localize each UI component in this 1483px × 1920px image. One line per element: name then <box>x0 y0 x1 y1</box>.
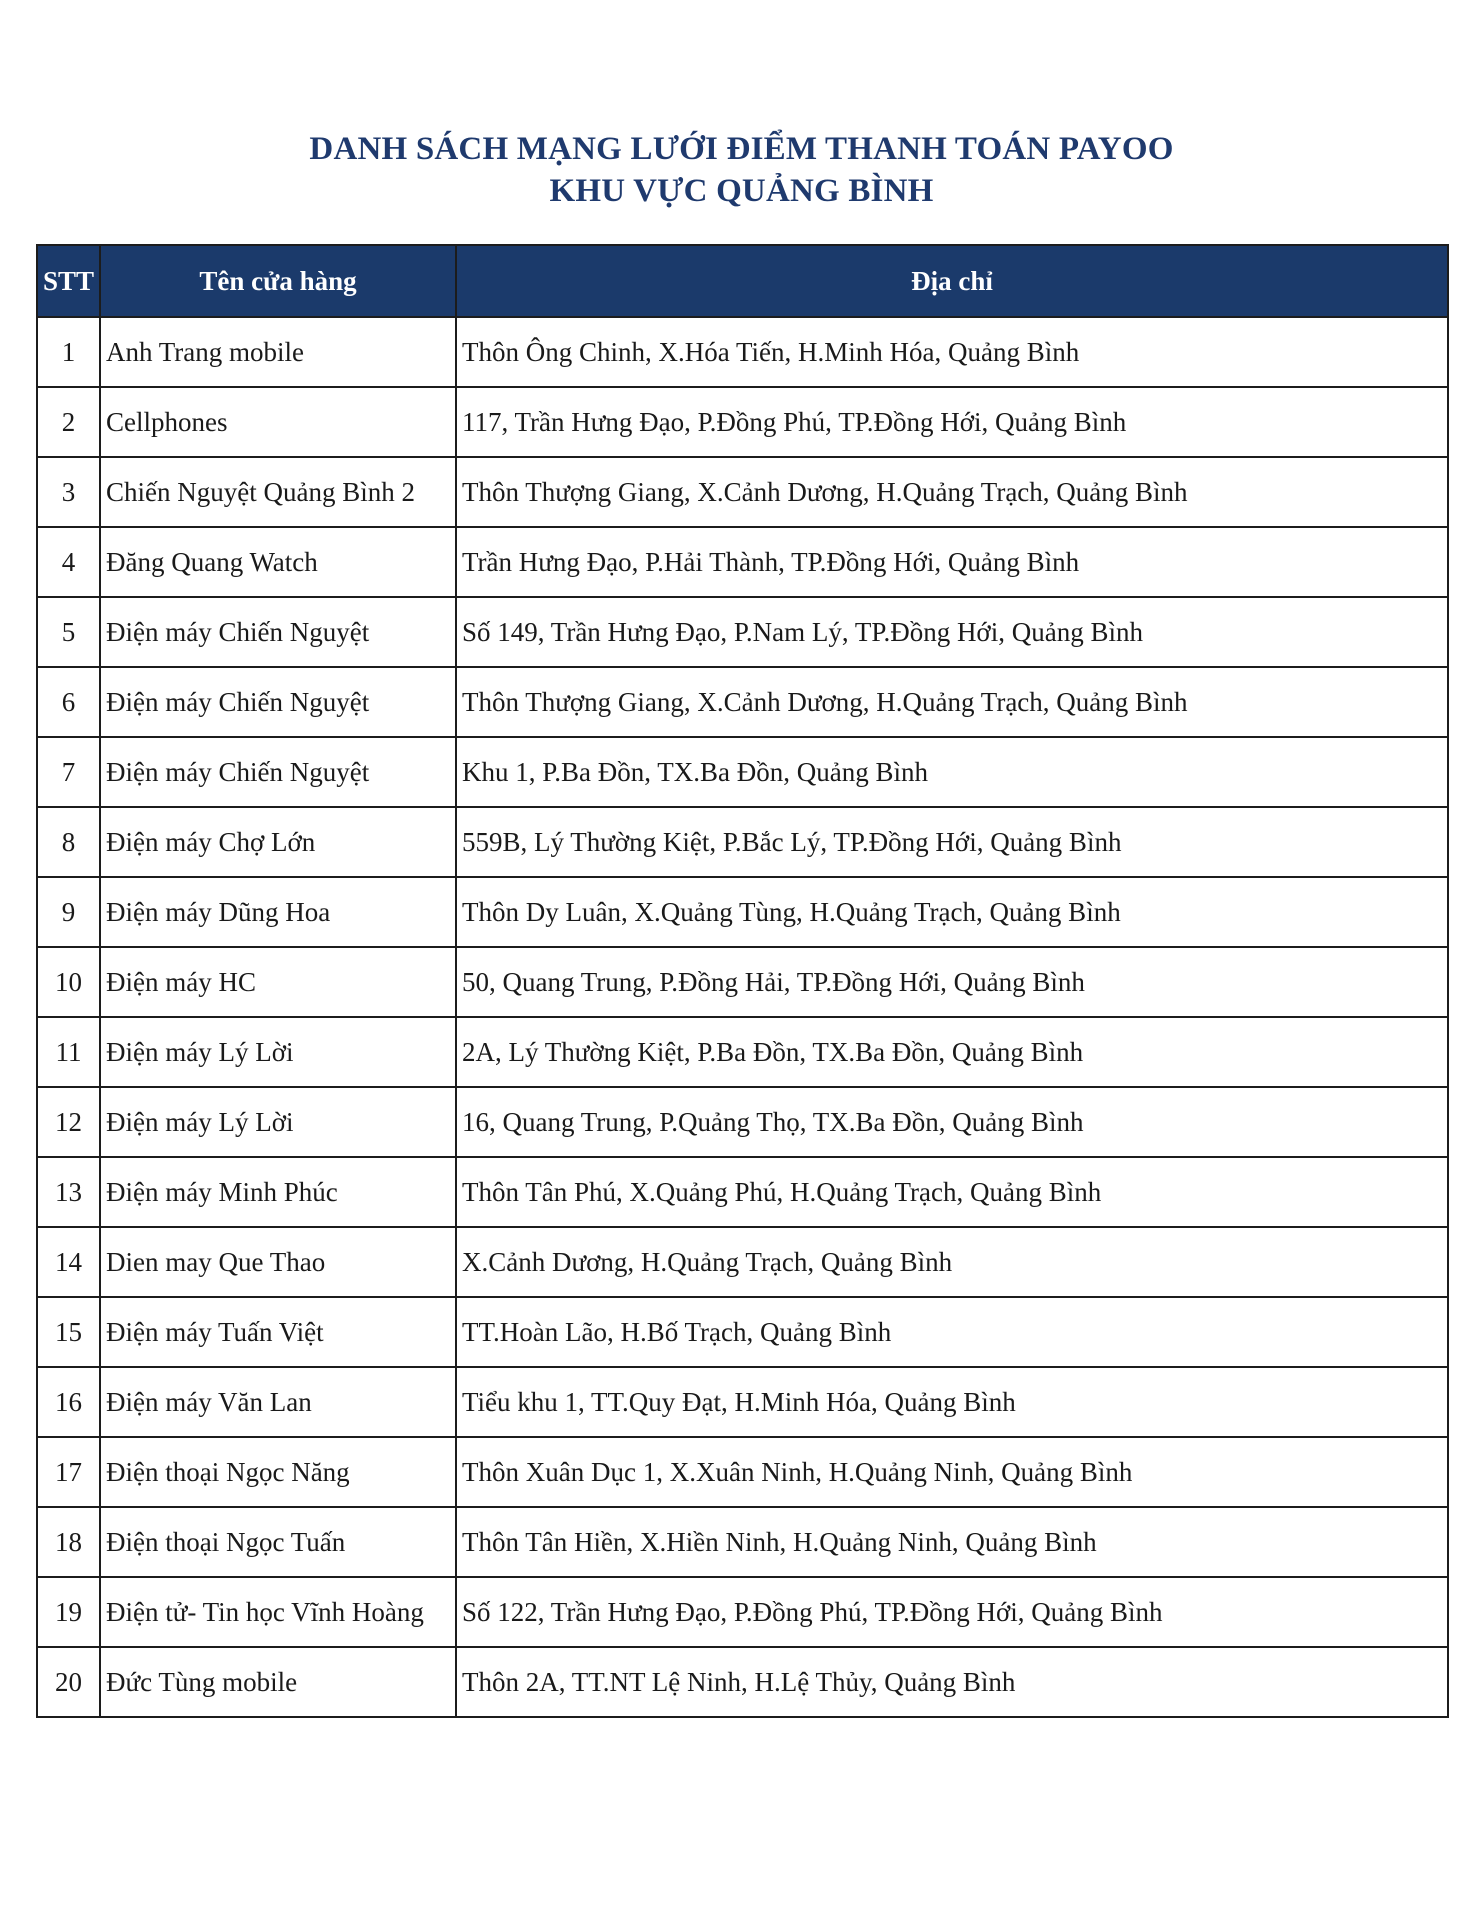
row-stt: 18 <box>37 1507 100 1577</box>
title-line-1: DANH SÁCH MẠNG LƯỚI ĐIỂM THANH TOÁN PAYOO <box>309 131 1174 167</box>
row-address: Thôn Dy Luân, X.Quảng Tùng, H.Quảng Trạch, Quảng Bình <box>456 877 1448 947</box>
row-address: Thôn Thượng Giang, X.Cảnh Dương, H.Quảng Trạch, Quảng Bình <box>456 667 1448 737</box>
table-row <box>37 1157 1448 1227</box>
row-store-name: Cellphones <box>100 387 456 457</box>
row-address: 117, Trần Hưng Đạo, P.Đồng Phú, TP.Đồng Hới, Quảng Bình <box>456 387 1448 457</box>
row-store-name: Điện máy Minh Phúc <box>100 1157 456 1227</box>
row-store-name: Điện máy Văn Lan <box>100 1367 456 1437</box>
table-row <box>37 1227 1448 1297</box>
row-store-name: Đăng Quang Watch <box>100 527 456 597</box>
row-stt: 7 <box>37 737 100 807</box>
table-row <box>37 1367 1448 1437</box>
row-stt: 15 <box>37 1297 100 1367</box>
header-stt: STT <box>37 245 100 317</box>
row-address: Khu 1, P.Ba Đồn, TX.Ba Đồn, Quảng Bình <box>456 737 1448 807</box>
row-stt: 8 <box>37 807 100 877</box>
row-address: 16, Quang Trung, P.Quảng Thọ, TX.Ba Đồn, Quảng Bình <box>456 1087 1448 1157</box>
row-store-name: Điện máy Tuấn Việt <box>100 1297 456 1367</box>
row-stt: 12 <box>37 1087 100 1157</box>
table-row <box>37 387 1448 457</box>
row-address: Thôn Tân Phú, X.Quảng Phú, H.Quảng Trạch, Quảng Bình <box>456 1157 1448 1227</box>
row-address: Thôn Xuân Dục 1, X.Xuân Ninh, H.Quảng Ninh, Quảng Bình <box>456 1437 1448 1507</box>
row-stt: 1 <box>37 317 100 387</box>
row-address: Thôn Tân Hiền, X.Hiền Ninh, H.Quảng Ninh, Quảng Bình <box>456 1507 1448 1577</box>
row-stt: 9 <box>37 877 100 947</box>
table-header-row <box>37 245 1448 317</box>
row-address: X.Cảnh Dương, H.Quảng Trạch, Quảng Bình <box>456 1227 1448 1297</box>
row-store-name: Điện máy Chợ Lớn <box>100 807 456 877</box>
row-stt: 13 <box>37 1157 100 1227</box>
row-store-name: Điện máy Chiến Nguyệt <box>100 737 456 807</box>
header-store-name: Tên cửa hàng <box>100 245 456 317</box>
row-stt: 4 <box>37 527 100 597</box>
row-stt: 10 <box>37 947 100 1017</box>
row-address: Thôn Ông Chinh, X.Hóa Tiến, H.Minh Hóa, Quảng Bình <box>456 317 1448 387</box>
row-stt: 14 <box>37 1227 100 1297</box>
row-store-name: Điện máy Lý Lời <box>100 1017 456 1087</box>
table-row <box>37 317 1448 387</box>
table-row <box>37 737 1448 807</box>
row-address: Trần Hưng Đạo, P.Hải Thành, TP.Đồng Hới, Quảng Bình <box>456 527 1448 597</box>
table-row <box>37 1297 1448 1367</box>
table-row <box>37 1017 1448 1087</box>
row-stt: 11 <box>37 1017 100 1087</box>
row-address: Thôn 2A, TT.NT Lệ Ninh, H.Lệ Thủy, Quảng Bình <box>456 1647 1448 1717</box>
row-store-name: Đức Tùng mobile <box>100 1647 456 1717</box>
row-store-name: Điện thoại Ngọc Năng <box>100 1437 456 1507</box>
row-stt: 17 <box>37 1437 100 1507</box>
row-address: Tiểu khu 1, TT.Quy Đạt, H.Minh Hóa, Quảng Bình <box>456 1367 1448 1437</box>
table-row <box>37 947 1448 1017</box>
table-row <box>37 1507 1448 1577</box>
table-row <box>37 527 1448 597</box>
title-line-2: KHU VỰC QUẢNG BÌNH <box>549 173 934 209</box>
store-list-table <box>36 244 1449 1718</box>
row-stt: 5 <box>37 597 100 667</box>
row-address: 2A, Lý Thường Kiệt, P.Ba Đồn, TX.Ba Đồn, Quảng Bình <box>456 1017 1448 1087</box>
row-address: Số 149, Trần Hưng Đạo, P.Nam Lý, TP.Đồng Hới, Quảng Bình <box>456 597 1448 667</box>
table-row <box>37 1437 1448 1507</box>
row-stt: 16 <box>37 1367 100 1437</box>
row-address: Thôn Thượng Giang, X.Cảnh Dương, H.Quảng Trạch, Quảng Bình <box>456 457 1448 527</box>
row-stt: 2 <box>37 387 100 457</box>
row-store-name: Điện thoại Ngọc Tuấn <box>100 1507 456 1577</box>
row-store-name: Điện tử- Tin học Vĩnh Hoàng <box>100 1577 456 1647</box>
row-store-name: Dien may Que Thao <box>100 1227 456 1297</box>
table-row <box>37 807 1448 877</box>
row-address: 559B, Lý Thường Kiệt, P.Bắc Lý, TP.Đồng Hới, Quảng Bình <box>456 807 1448 877</box>
table-row <box>37 1087 1448 1157</box>
row-store-name: Điện máy Chiến Nguyệt <box>100 667 456 737</box>
table-row <box>37 667 1448 737</box>
row-store-name: Điện máy Lý Lời <box>100 1087 456 1157</box>
row-store-name: Anh Trang mobile <box>100 317 456 387</box>
row-stt: 19 <box>37 1577 100 1647</box>
row-address: Số 122, Trần Hưng Đạo, P.Đồng Phú, TP.Đồng Hới, Quảng Bình <box>456 1577 1448 1647</box>
table-row <box>37 1577 1448 1647</box>
row-store-name: Chiến Nguyệt Quảng Bình 2 <box>100 457 456 527</box>
row-stt: 6 <box>37 667 100 737</box>
row-stt: 20 <box>37 1647 100 1717</box>
table-row <box>37 1647 1448 1717</box>
row-address: 50, Quang Trung, P.Đồng Hải, TP.Đồng Hới, Quảng Bình <box>456 947 1448 1017</box>
table-row <box>37 457 1448 527</box>
row-stt: 3 <box>37 457 100 527</box>
table-row <box>37 597 1448 667</box>
table-row <box>37 877 1448 947</box>
row-store-name: Điện máy HC <box>100 947 456 1017</box>
header-address: Địa chỉ <box>456 245 1448 317</box>
row-store-name: Điện máy Chiến Nguyệt <box>100 597 456 667</box>
document-title <box>0 128 1483 212</box>
row-address: TT.Hoàn Lão, H.Bố Trạch, Quảng Bình <box>456 1297 1448 1367</box>
row-store-name: Điện máy Dũng Hoa <box>100 877 456 947</box>
